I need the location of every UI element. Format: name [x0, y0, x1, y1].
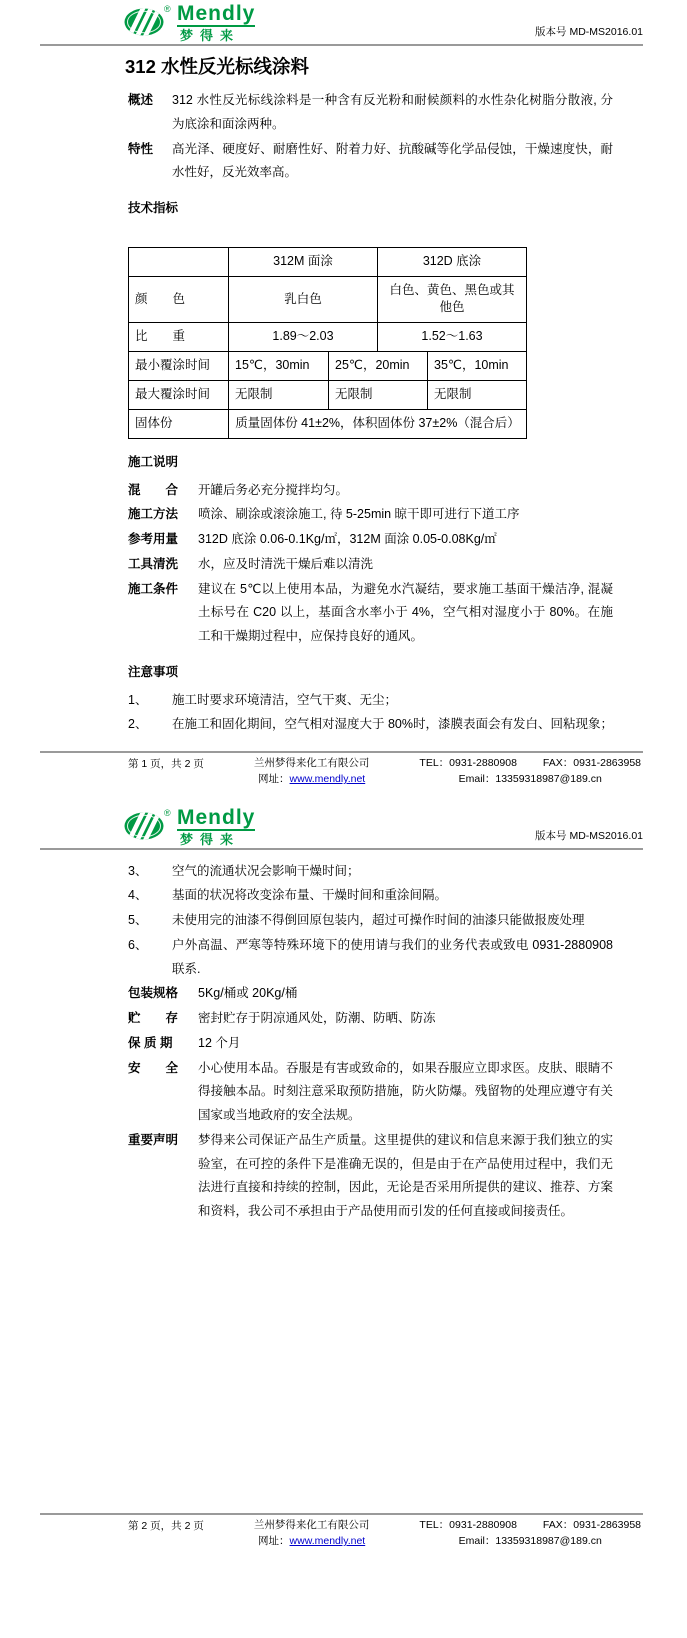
- mendly-logo-oval-icon: [123, 807, 173, 843]
- row-text: 12 个月: [198, 1035, 241, 1050]
- spacer: [128, 225, 613, 237]
- registered-mark-icon: ®: [164, 807, 171, 818]
- row-text: 312D 底涂 0.06-0.1Kg/㎡，312M 面涂 0.05-0.08Kg/㎡: [198, 532, 497, 547]
- storage-row: [128, 1007, 613, 1031]
- row-text: 梦得来公司保证产品生产质量。这里提供的建议和信息来源于我们独立的实验室，在可控的条件下是准确无误的，但是由于在产品使用过程中，我们无法进行直接和持续的控制，因此，无论是否采用所提供的建议、推荐、方案和资料，我公司不承担由于产品使用而引发的任何直接或间接责任。: [198, 1132, 613, 1219]
- cell-min-15c: 15℃，30min: [229, 351, 329, 380]
- note-text: 未使用完的油漆不得倒回原包装内，超过可操作时间的油漆只能做报废处理: [172, 913, 585, 928]
- mendly-logo-oval-icon: [123, 3, 173, 39]
- note-text: 施工时要求环境清洁，空气干爽、无尘；: [172, 692, 398, 707]
- table-row-gravity: [129, 322, 527, 351]
- row-label: 包装规格: [128, 986, 179, 1001]
- row-label: 比 重: [129, 322, 229, 351]
- table-row-solids: [129, 409, 527, 438]
- construction-row-conditions: [128, 578, 613, 649]
- cell-max-2: 无限制: [329, 380, 428, 409]
- cell-color-m: 乳白色: [229, 276, 378, 322]
- website-label: 网址：: [258, 1535, 290, 1548]
- construction-row-method: [128, 503, 613, 527]
- brand-name-cn: 梦得来: [180, 28, 241, 43]
- packaging-row: [128, 982, 613, 1006]
- safety-row: [128, 1057, 613, 1128]
- cell-min-25c: 25℃，20min: [329, 351, 428, 380]
- registered-mark-icon: ®: [164, 4, 171, 14]
- note-number: 6、: [128, 937, 148, 952]
- version-label: 版本号 MD-MS2016.01: [535, 26, 643, 38]
- footer-rule: [40, 751, 643, 753]
- mendly-logo: [123, 807, 255, 846]
- tel: TEL：0931-2880908: [419, 757, 517, 770]
- page-1: [0, 0, 687, 788]
- note-number: 4、: [128, 888, 148, 903]
- note-item-3: [128, 860, 613, 884]
- row-text: 开罐后务必充分搅拌均匀。: [198, 482, 349, 497]
- tech-spec-table: [128, 247, 527, 439]
- row-label: 参考用量: [128, 532, 179, 547]
- page-number: 第 2 页，共 2 页: [128, 1519, 204, 1532]
- shelf-life-row: [128, 1032, 613, 1056]
- row-text: 建议在 5℃以上使用本品，为避免水汽凝结，要求施工基面干燥洁净, 混凝土标号在 C20 以上，基面含水率小于 4%，空气相对湿度小于 80%。在施工和干燥期过程中，应保持良好的通风。: [198, 581, 613, 644]
- cell-gravity-m: 1.89～2.03: [229, 322, 378, 351]
- construction-row-mixing: [128, 479, 613, 503]
- row-label: 最大覆涂时间: [129, 380, 229, 409]
- row-label: 施工条件: [128, 581, 179, 596]
- row-label: 固体份: [129, 409, 229, 438]
- table-cell-empty: [129, 247, 229, 276]
- website-line: [254, 1533, 370, 1549]
- header-rule: [40, 44, 643, 46]
- row-label: 最小覆涂时间: [129, 351, 229, 380]
- brand-name-en: Mendly: [177, 2, 256, 25]
- page-gap: [0, 788, 687, 804]
- footer-company-block: [254, 1517, 370, 1550]
- cell-color-d: 白色、黄色、黑色或其他色: [378, 276, 527, 322]
- page1-footer: [40, 755, 641, 788]
- table-col-312d: 312D 底涂: [378, 247, 527, 276]
- notes-heading: 注意事项: [128, 664, 179, 679]
- row-text: 水，应及时清洗干燥后难以清洗: [198, 556, 374, 571]
- page2-header: [0, 804, 687, 848]
- website-link[interactable]: www.mendly.net: [289, 773, 366, 786]
- table-row-max-recoat: [129, 380, 527, 409]
- page-2: [0, 804, 687, 1550]
- overview-text: 312 水性反光标线涂料是一种含有反光粉和耐候颜料的水性杂化树脂分散液, 分为底涂和面涂两种。: [172, 93, 613, 131]
- note-text: 户外高温、严寒等特殊环境下的使用请与我们的业务代表或致电 0931-2880908 联系.: [172, 937, 613, 976]
- version-label: 版本号 MD-MS2016.01: [535, 829, 643, 842]
- page2-content: [128, 860, 613, 1224]
- footer-contact-block: [419, 1517, 641, 1550]
- note-number: 2、: [128, 717, 148, 732]
- note-text: 空气的流通状况会影响干燥时间；: [172, 863, 360, 878]
- features-text: 高光泽、硬度好、耐磨性好、附着力好、抗酸碱等化学品侵蚀，干燥速度快，耐水性好，反光效率高。: [172, 141, 613, 180]
- tel-fax-line: [419, 755, 641, 771]
- fax: FAX：0931-2863958: [542, 757, 641, 770]
- table-row-color: [129, 276, 527, 322]
- row-label: 重要声明: [128, 1132, 179, 1147]
- footer-rule: [40, 1513, 643, 1515]
- note-text: 在施工和固化期间，空气相对湿度大于 80%时，漆膜表面会有发白、回粘现象；: [172, 717, 613, 732]
- footer-contact-block: [419, 755, 641, 788]
- note-item-4: [128, 884, 613, 908]
- construction-row-cleaning: [128, 553, 613, 577]
- brand-name-en: Mendly: [177, 805, 256, 829]
- note-number: 3、: [128, 863, 148, 878]
- note-item-6: [128, 934, 613, 982]
- note-item-1: [128, 689, 613, 713]
- row-label: 安 全: [128, 1060, 179, 1075]
- row-text: 密封贮存于阴凉通风处，防潮、防晒、防冻: [198, 1011, 436, 1026]
- fax: FAX：0931-2863958: [542, 1518, 641, 1531]
- cell-max-3: 无限制: [428, 380, 527, 409]
- header-rule: [40, 848, 643, 850]
- features-row: [128, 138, 613, 186]
- tech-heading: 技术指标: [128, 201, 179, 216]
- email: Email：13359318987@189.cn: [458, 773, 602, 786]
- page2-footer: [40, 1517, 641, 1550]
- table-row-header: [129, 247, 527, 276]
- row-text: 5Kg/桶或 20Kg/桶: [198, 986, 298, 1001]
- email: Email：13359318987@189.cn: [458, 1535, 602, 1548]
- row-label: 贮 存: [128, 1011, 179, 1026]
- cell-min-35c: 35℃，10min: [428, 351, 527, 380]
- note-item-2: [128, 713, 613, 737]
- disclaimer-row: [128, 1129, 613, 1224]
- page1-header: [0, 0, 687, 44]
- cell-max-1: 无限制: [229, 380, 329, 409]
- table-col-312m: 312M 面涂: [229, 247, 378, 276]
- brand-name-cn: 梦得来: [180, 831, 241, 847]
- website-label: 网址：: [258, 773, 290, 786]
- features-label: 特性: [128, 141, 154, 156]
- company-name: 兰州梦得来化工有限公司: [253, 757, 370, 770]
- mendly-logo: [123, 3, 255, 42]
- blank-area: [0, 1225, 687, 1513]
- website-link[interactable]: www.mendly.net: [289, 1535, 366, 1548]
- page-number: 第 1 页，共 2 页: [128, 758, 204, 771]
- footer-company-block: [254, 755, 370, 788]
- note-text: 基面的状况将改变涂布量、干燥时间和重涂间隔。: [172, 888, 448, 903]
- construction-row-dosage: [128, 528, 613, 552]
- row-text: 小心使用本品。吞服是有害或致命的，如果吞服应立即求医。皮肤、眼睛不得接触本品。时刻注意采取预防措施，防火防爆。残留物的处理应遵守有关国家或当地政府的安全法规。: [198, 1060, 613, 1123]
- row-label: 颜 色: [129, 276, 229, 322]
- logo-text: [177, 3, 255, 42]
- row-text: 喷涂、刷涂或滚涂施工, 待 5-25min 晾干即可进行下道工序: [198, 507, 520, 522]
- cell-gravity-d: 1.52～1.63: [378, 322, 527, 351]
- row-label: 混 合: [128, 482, 179, 497]
- cell-solids: 质量固体份 41±2%，体积固体份 37±2%（混合后）: [229, 409, 527, 438]
- table-row-min-recoat: [129, 351, 527, 380]
- note-number: 5、: [128, 913, 148, 928]
- row-label: 工具清洗: [128, 556, 179, 571]
- construction-heading: 施工说明: [128, 454, 179, 469]
- company-name: 兰州梦得来化工有限公司: [253, 1518, 370, 1531]
- row-label: 保 质 期: [128, 1035, 173, 1050]
- row-label: 施工方法: [128, 507, 179, 522]
- tel: TEL：0931-2880908: [419, 1518, 517, 1531]
- tel-fax-line: [419, 1517, 641, 1533]
- logo-text: [177, 807, 255, 846]
- overview-row: [128, 89, 613, 137]
- website-line: [254, 771, 370, 787]
- page-title: 312 水性反光标线涂料: [125, 56, 310, 77]
- note-item-5: [128, 909, 613, 933]
- page1-content: [125, 55, 613, 737]
- note-number: 1、: [128, 692, 148, 707]
- overview-label: 概述: [128, 93, 154, 108]
